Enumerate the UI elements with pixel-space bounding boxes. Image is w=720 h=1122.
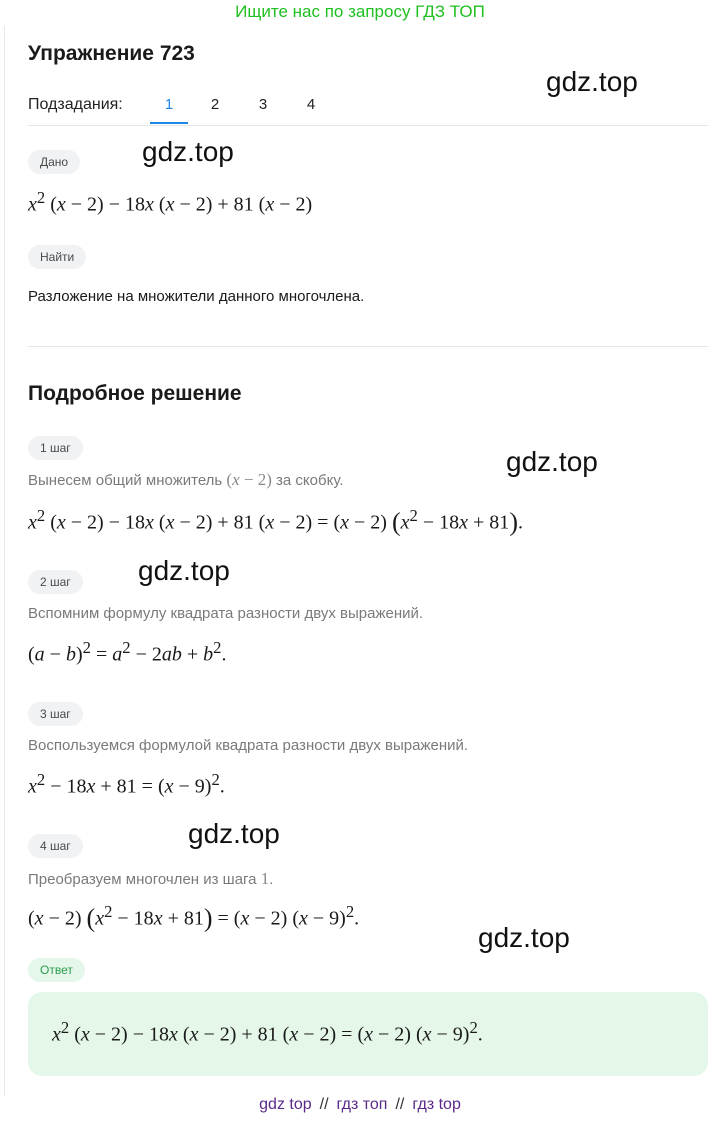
given-badge: Дано: [28, 150, 80, 174]
footer-separator: //: [395, 1096, 405, 1113]
top-banner: Ищите нас по запросу ГДЗ ТОП: [235, 2, 485, 21]
section-divider: [28, 346, 708, 347]
answer-badge: Ответ: [28, 958, 85, 982]
watermark: gdz.top: [138, 555, 230, 586]
step-2-text: Вспомним формулу квадрата разности двух выражений.: [28, 605, 424, 622]
watermark: gdz.top: [506, 446, 598, 477]
find-badge: Найти: [28, 245, 86, 269]
tab-1[interactable]: 1: [164, 96, 174, 113]
step-2-badge: 2 шаг: [28, 570, 83, 594]
find-text: Разложение на множители данного многочлена.: [28, 288, 365, 305]
watermark: gdz.top: [546, 66, 638, 97]
exercise-title: Упражнение 723: [28, 42, 195, 65]
footer-link-gdz-top[interactable]: gdz top: [259, 1096, 312, 1113]
watermark: gdz.top: [142, 136, 234, 167]
answer-box: [28, 992, 708, 1076]
step-1-formula: $x^2$ (x − 2) − 18x (x − 2) + 81 (x − 2) = (x − 2) $(x^2 - 18x + 81)$.: [28, 506, 523, 537]
watermark: gdz.top: [188, 818, 280, 849]
exercise-card: [4, 26, 717, 1096]
step-4-badge: 4 шаг: [28, 834, 83, 858]
footer-link-gdz-top-mixed[interactable]: гдз top: [412, 1096, 461, 1113]
footer-separator: //: [319, 1096, 329, 1113]
tab-2[interactable]: 2: [210, 96, 220, 113]
subtasks-label: Подзадания:: [28, 96, 123, 113]
answer-formula: $x^2$ (x − 2) − 18x (x − 2) + 81 (x − 2) = (x − 2) $(x - 9)^2$.: [52, 1018, 483, 1046]
footer-link-gdz-top-ru[interactable]: гдз топ: [336, 1096, 388, 1113]
tabs-divider: [28, 125, 708, 126]
step-1-text: Вынесем общий множитель (x − 2) за скобку.: [28, 470, 344, 489]
watermark: gdz.top: [478, 922, 570, 953]
step-4-text: Преобразуем многочлен из шага 1.: [28, 869, 274, 888]
tab-3[interactable]: 3: [258, 96, 268, 113]
step-3-badge: 3 шаг: [28, 702, 83, 726]
step-4-formula: (x − 2) $(x^2 - 18x + 81) = (x - 2) (x - 9)^2$.: [28, 902, 360, 933]
footer-links: [0, 1096, 720, 1114]
step-2-formula: $(a - b)^2 = a^2 - 2ab + b^2$.: [28, 638, 227, 666]
step-1-badge: 1 шаг: [28, 436, 83, 460]
step-3-text: Воспользуемся формулой квадрата разности двух выражений.: [28, 737, 469, 754]
given-expression: $x^2$ (x − 2) − 18x (x − 2) + 81 (x − 2): [28, 188, 313, 216]
step-3-formula: $x^2 - 18x + 81 = (x - 9)^2$.: [28, 770, 225, 798]
active-tab-indicator: [150, 122, 188, 124]
solution-title: Подробное решение: [28, 382, 242, 405]
tab-4[interactable]: 4: [306, 96, 316, 113]
